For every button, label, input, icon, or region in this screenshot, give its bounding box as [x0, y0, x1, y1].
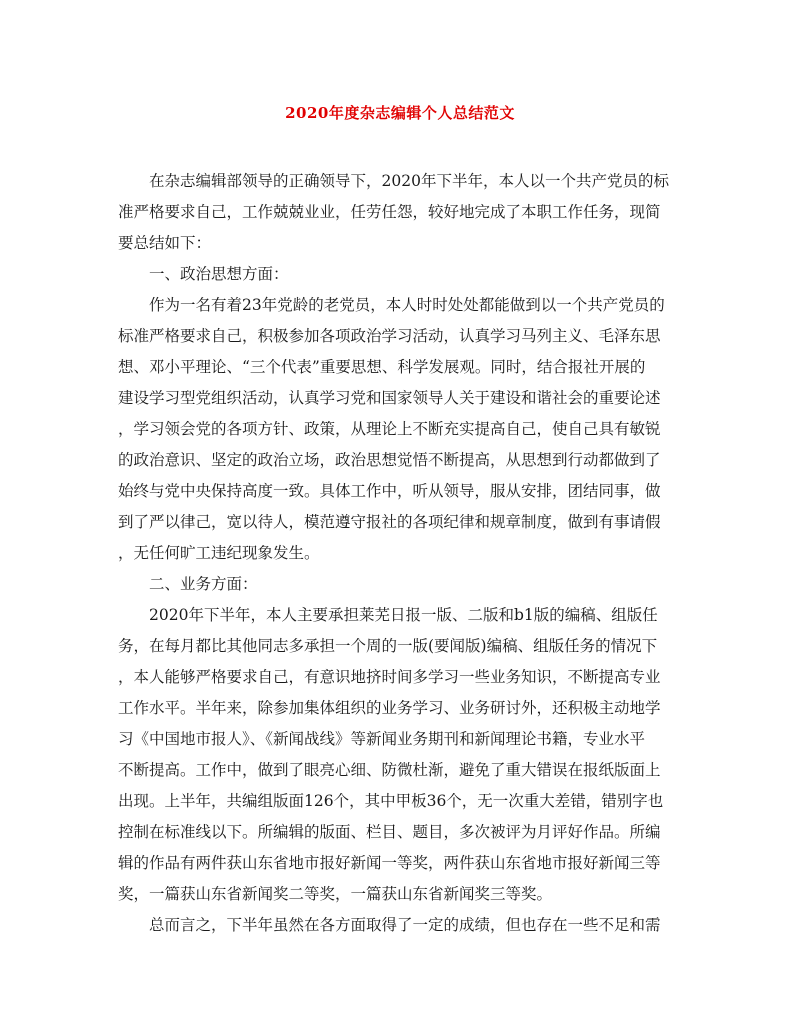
text-line: 奖，一篇获山东省新闻奖二等奖，一篇获山东省新闻奖三等奖。 — [118, 885, 553, 903]
text-line: ，学习领会党的各项方针、政策，从理论上不断充实提高自己，使自己具有敏锐 — [118, 420, 661, 438]
text-line: 想、邓小平理论、“三个代表”重要思想、科学发展观。同时，结合报社开展的 — [118, 358, 646, 376]
text-line: 不断提高。工作中，做到了眼亮心细、防微杜渐，避免了重大错误在报纸版面上 — [118, 761, 661, 779]
text-line: 建设学习型党组织活动，认真学习党和国家领导人关于建设和谐社会的重要论述 — [118, 389, 661, 407]
text-line: 标准严格要求自己，积极参加各项政治学习活动，认真学习马列主义、毛泽东思 — [118, 327, 661, 345]
document-title: 2020年度杂志编辑个人总结范文 — [285, 104, 515, 122]
text-line: 务，在每月都比其他同志多承担一个周的一版(要闻版)编稿、组版任务的情况下 — [118, 637, 658, 655]
text-line: 控制在标准线以下。所编辑的版面、栏目、题目，多次被评为月评好作品。所编 — [118, 823, 661, 841]
text-line: 到了严以律己，宽以待人，模范遵守报社的各项纪律和规章制度，做到有事请假 — [118, 513, 661, 531]
text-line: 准严格要求自己，工作兢兢业业，任劳任怨，较好地完成了本职工作任务，现简 — [118, 203, 661, 221]
document-body — [118, 166, 686, 941]
text-line: 习《中国地市报人》、《新闻战线》等新闻业务期刊和新闻理论书籍，专业水平 — [118, 730, 646, 748]
text-line: 的政治意识、坚定的政治立场，政治思想觉悟不断提高，从思想到行动都做到了 — [118, 451, 661, 469]
text-line: 出现。上半年，共编组版面126个，其中甲板36个，无一次重大差错，错别字也 — [118, 792, 664, 810]
text-line: 2020年下半年，本人主要承担莱芜日报一版、二版和b1版的编稿、组版任 — [118, 606, 658, 624]
text-line: ，本人能够严格要求自己，有意识地挤时间多学习一些业务知识，不断提高专业 — [118, 668, 661, 686]
text-line: 要总结如下： — [118, 234, 212, 252]
text-line: 工作水平。半年来，除参加集体组织的业务学习、业务研讨外，还积极主动地学 — [118, 699, 661, 717]
text-line: 始终与党中央保持高度一致。具体工作中，听从领导，服从安排，团结同事，做 — [118, 482, 661, 500]
text-line: 总而言之，下半年虽然在各方面取得了一定的成绩，但也存在一些不足和需 — [118, 916, 661, 934]
text-line: 在杂志编辑部领导的正确领导下，2020年下半年，本人以一个共产党员的标 — [118, 172, 669, 190]
section-heading-business: 二、业务方面： — [118, 575, 258, 593]
section-heading-politics: 一、政治思想方面： — [118, 265, 289, 283]
text-line: 作为一名有着23年党龄的老党员，本人时时处处都能做到以一个共产党员的 — [118, 296, 665, 314]
text-line: ，无任何旷工违纪现象发生。 — [118, 544, 320, 562]
text-line: 辑的作品有两件获山东省地市报好新闻一等奖，两件获山东省地市报好新闻三等 — [118, 854, 661, 872]
